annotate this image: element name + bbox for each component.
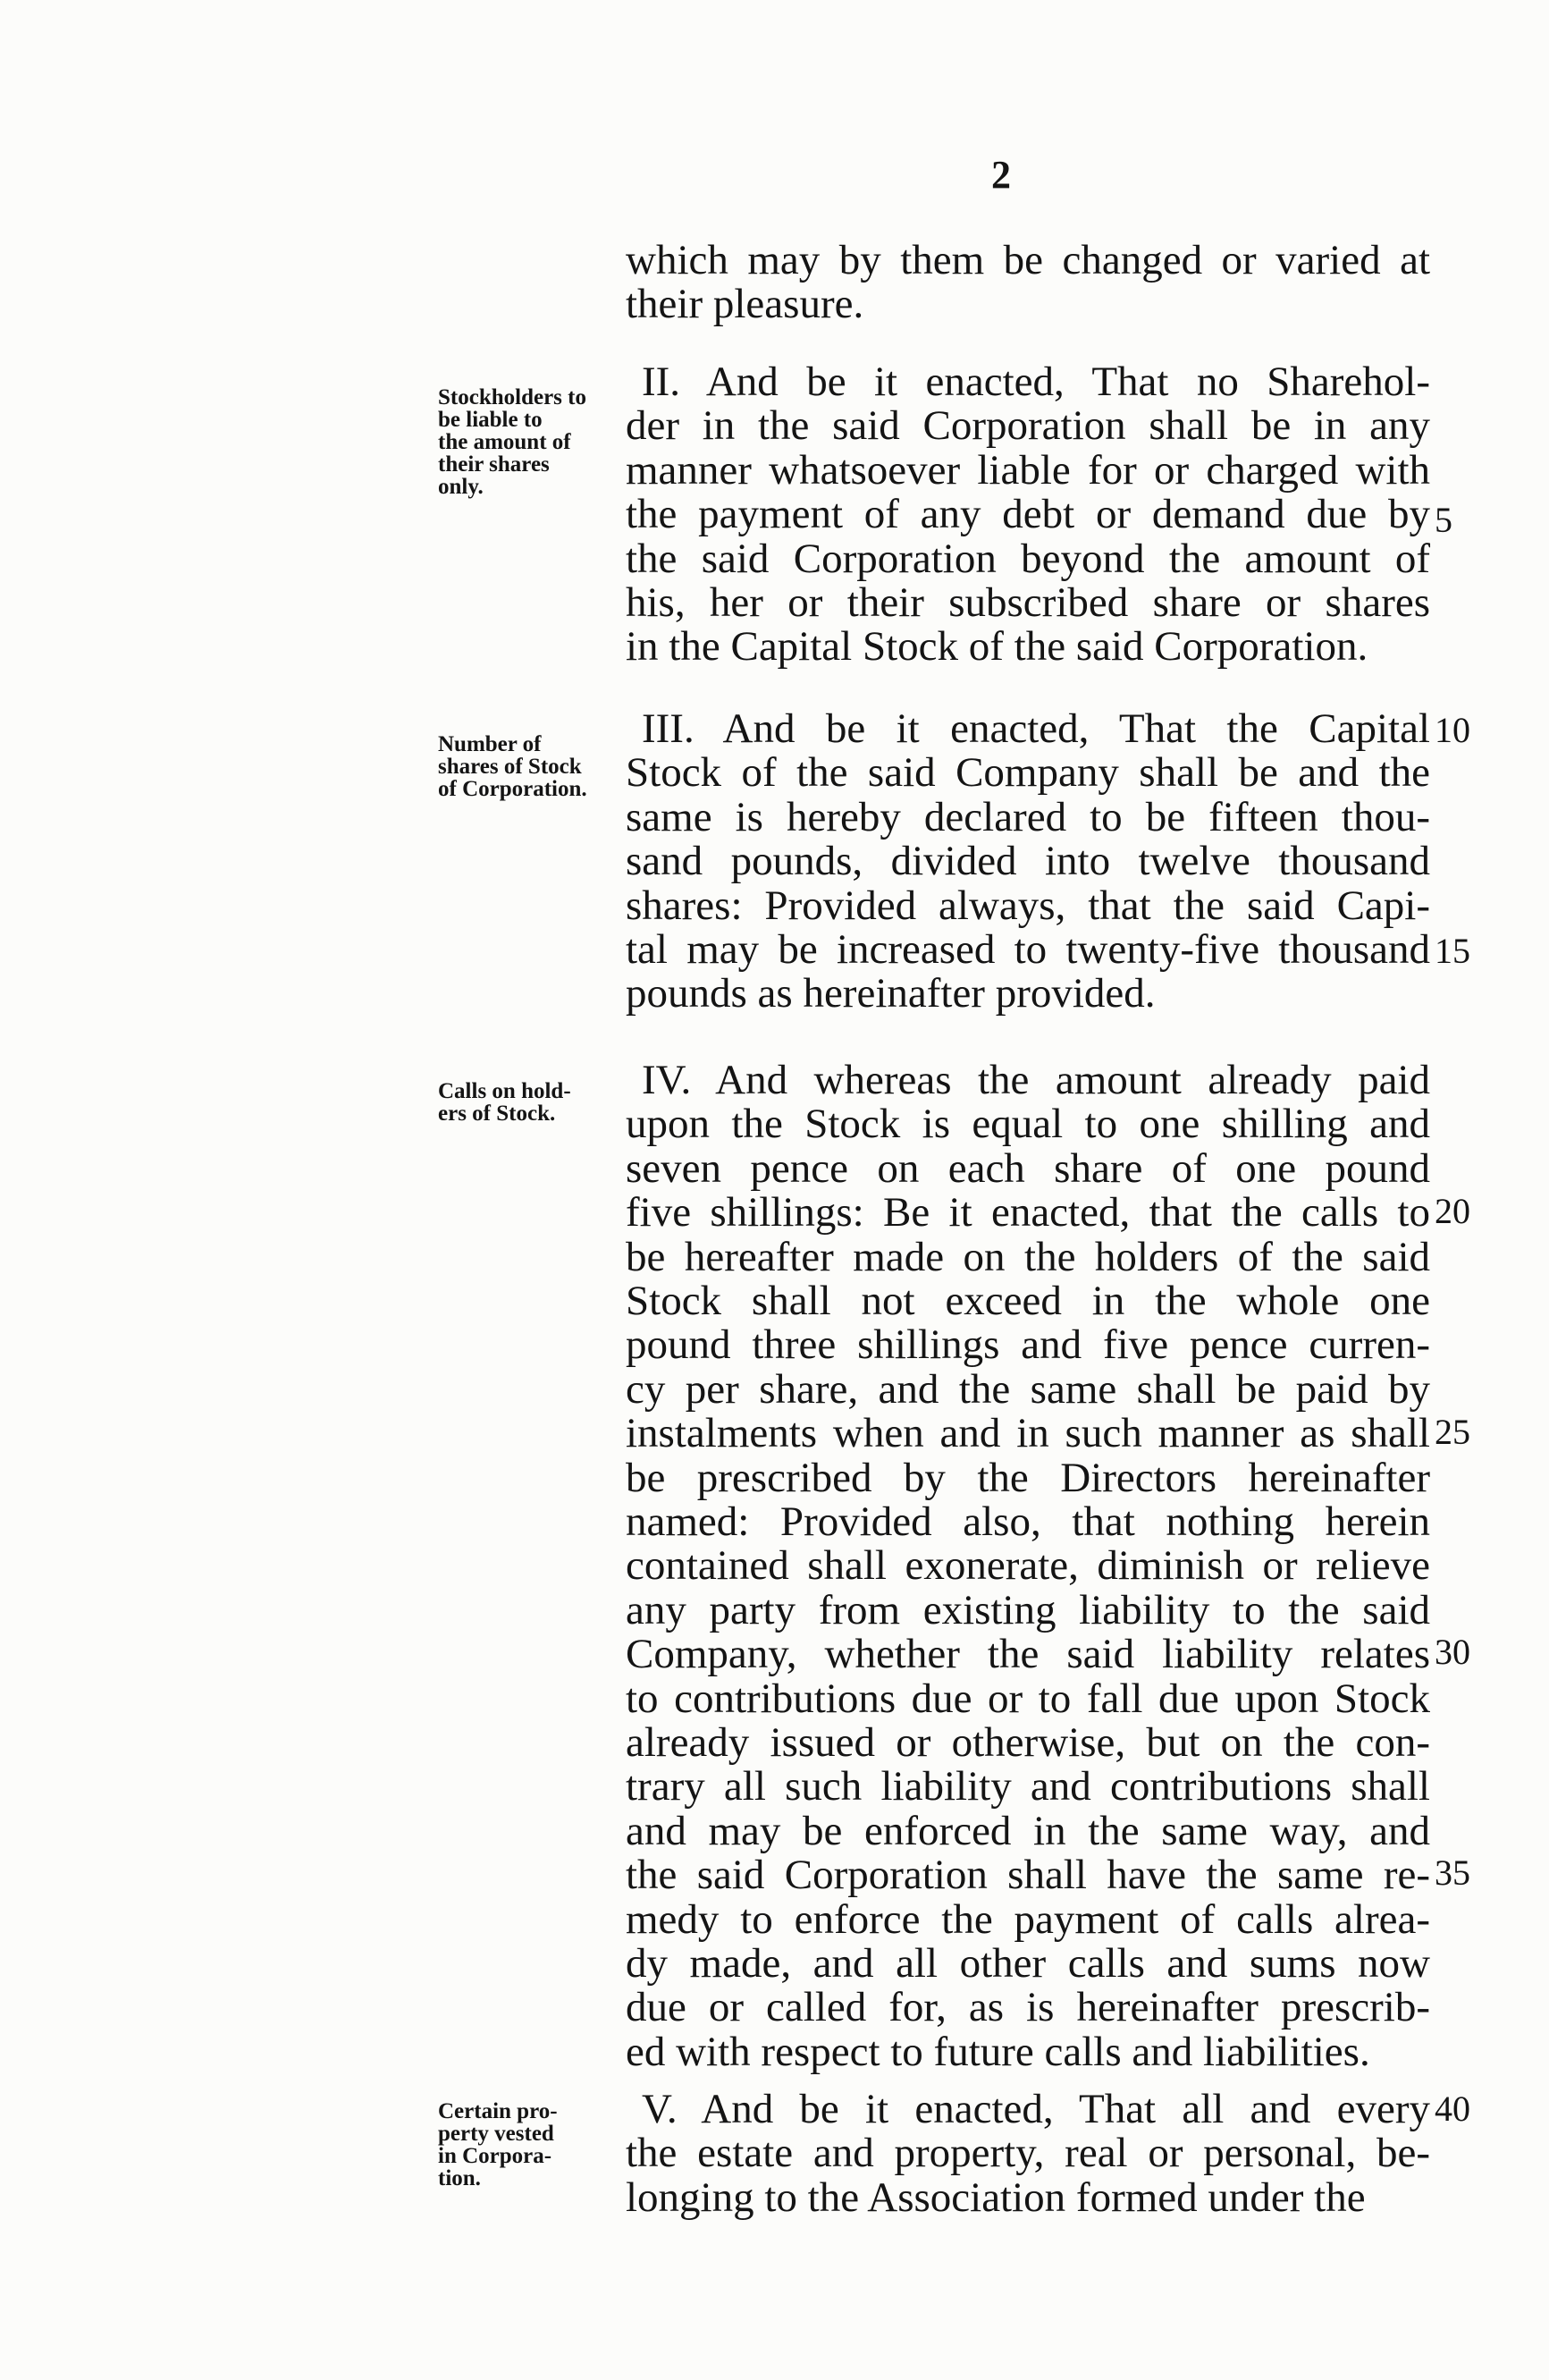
text-line: cy per share, and the same shall be paid by [626,1366,1430,1413]
line-number: 15 [1435,931,1470,971]
text-line: the said Corporation shall have the same re- [626,1852,1430,1898]
text-line: Company, whether the said liability relates [626,1631,1430,1677]
text-line: sand pounds, divided into twelve thousand [626,838,1430,884]
line-number: 30 [1435,1632,1470,1672]
text-line: contained shall exonerate, diminish or relieve [626,1542,1430,1589]
text-line: upon the Stock is equal to one shilling and [626,1101,1430,1147]
line-number: 10 [1435,710,1470,750]
text-line: longing to the Association formed under the [626,2174,1366,2221]
text-line: be prescribed by the Directors hereinafter [626,1455,1430,1501]
text-line: due or called for, as is hereinafter prescrib- [626,1984,1430,2030]
text-line: tal may be increased to twenty-five thousand [626,926,1430,973]
text-line: medy to enforce the payment of calls alrea- [626,1896,1430,1943]
text-line: III. And be it enacted, That the Capital [642,705,1430,752]
margin-note-line: Number of [438,732,542,756]
margin-note-line: shares of Stock [438,755,582,779]
margin-note [438,386,617,498]
page-number: 2 [991,153,1011,197]
text-line: Stock shall not exceed in the whole one [626,1278,1430,1324]
text-line: any party from existing liability to the said [626,1587,1430,1633]
text-line: seven pence on each share of one pound [626,1145,1430,1192]
text-line: five shillings: Be it enacted, that the calls to [626,1189,1430,1236]
text-line: pound three shillings and five pence curren- [626,1321,1430,1368]
text-line: and may be enforced in the same way, and [626,1808,1430,1854]
margin-note-line: perty vested [438,2122,554,2146]
margin-note [438,733,617,800]
text-line: the said Corporation beyond the amount of [626,536,1430,582]
margin-note-line: of Corporation. [438,777,587,801]
text-line: be hereafter made on the holders of the said [626,1234,1430,1280]
text-line: manner whatsoever liable for or charged with [626,447,1430,494]
text-line: II. And be it enacted, That no Sharehol- [642,359,1430,405]
text-line: trary all such liability and contributions shall [626,1763,1430,1810]
margin-note-line: Certain pro- [438,2099,558,2123]
text-line: his, her or their subscribed share or shares [626,579,1430,626]
text-line: which may by them be changed or varied at [626,237,1430,283]
margin-note-line: their shares [438,452,550,477]
margin-note-line: Calls on hold- [438,1079,571,1103]
text-line: the estate and property, real or personal, be- [626,2130,1430,2176]
text-line: in the Capital Stock of the said Corporation. [626,623,1368,670]
margin-note [438,1080,617,1125]
text-line: pounds as hereinafter provided. [626,970,1156,1017]
text-line: the payment of any debt or demand due by [626,491,1430,537]
margin-note-line: the amount of [438,430,571,454]
text-line: V. And be it enacted, That all and every [642,2086,1430,2132]
text-line: shares: Provided always, that the said Capi- [626,882,1430,929]
margin-note-line: in Corpora- [438,2144,552,2168]
text-line: dy made, and all other calls and sums now [626,1940,1430,1987]
margin-note [438,2100,617,2190]
margin-note-line: Stockholders to [438,385,586,409]
text-line: their pleasure. [626,281,864,327]
margin-note-line: ers of Stock. [438,1101,556,1126]
text-line: IV. And whereas the amount already paid [642,1057,1430,1103]
margin-note-line: tion. [438,2166,481,2190]
line-number: 20 [1435,1191,1470,1231]
line-number: 40 [1435,2089,1470,2129]
text-line: named: Provided also, that nothing herein [626,1498,1430,1545]
margin-note-line: only. [438,475,484,499]
text-line: already issued or otherwise, but on the con- [626,1719,1430,1766]
line-number: 35 [1435,1853,1470,1893]
line-number: 25 [1435,1412,1470,1452]
text-line: der in the said Corporation shall be in any [626,402,1430,449]
text-line: same is hereby declared to be fifteen thou- [626,794,1430,840]
line-number: 5 [1435,500,1452,540]
margin-note-line: be liable to [438,408,543,432]
text-line: to contributions due or to fall due upon Stock [626,1675,1430,1722]
text-line: instalments when and in such manner as shall [626,1410,1430,1456]
text-line: ed with respect to future calls and liabilities. [626,2029,1370,2075]
text-line: Stock of the said Company shall be and the [626,749,1430,796]
